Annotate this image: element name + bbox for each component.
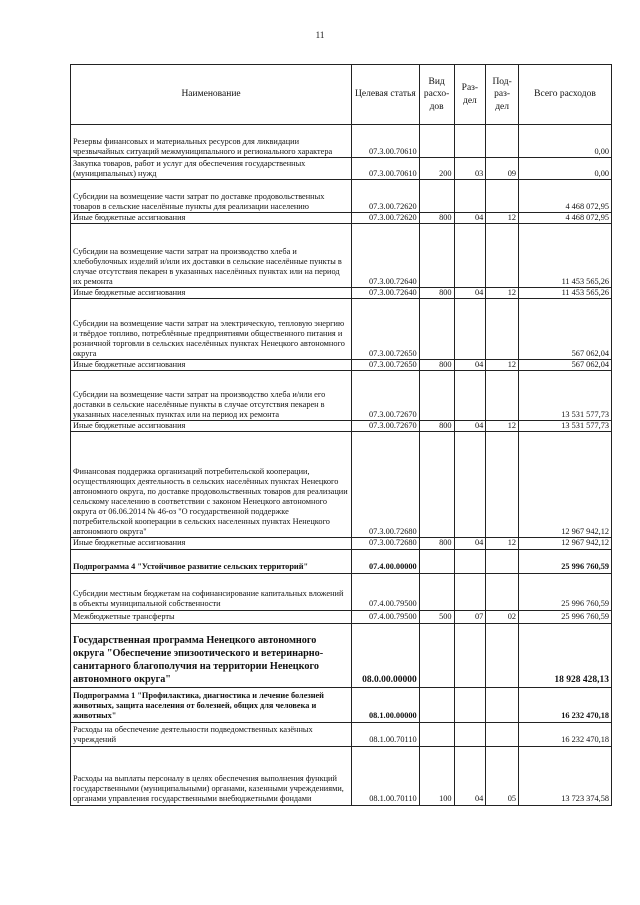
- row-name: Расходы на обеспечение деятельности подведомственных казённых учреждений: [71, 722, 352, 746]
- table-row: [71, 746, 612, 805]
- table-row: [71, 722, 612, 746]
- table-row: [71, 299, 612, 360]
- row-razdel: [454, 371, 486, 421]
- table-body: [71, 125, 612, 806]
- row-code: 07.3.00.72680: [352, 432, 420, 538]
- table-row: [71, 432, 612, 538]
- table-row: [71, 610, 612, 623]
- row-amount: 4 468 072,95: [518, 213, 611, 224]
- row-code: 07.3.00.72680: [352, 538, 420, 549]
- row-razdel: [454, 180, 486, 213]
- row-amount: 13 531 577,73: [518, 371, 611, 421]
- row-code: 07.3.00.72620: [352, 213, 420, 224]
- table-row: [71, 224, 612, 288]
- row-razdel: [454, 623, 486, 687]
- row-podrazdel: [486, 125, 519, 158]
- row-vid: [419, 722, 454, 746]
- row-amount: 25 996 760,59: [518, 573, 611, 610]
- row-code: 07.4.00.79500: [352, 610, 420, 623]
- row-vid: 800: [419, 213, 454, 224]
- row-name: Подпрограмма 4 "Устойчивое развитие сельских территорий": [71, 549, 352, 573]
- row-podrazdel: [486, 224, 519, 288]
- row-name: Финансовая поддержка организаций потребительской кооперации, осуществляющих деятельность в сельских населённых пунктах Ненецкого автономного округа, по доставке продовольственных товаров для реализации сельскому населению в соответствии с законом Ненецкого автономного округа от 06.06.2014 № 46-оз "О государственной поддержке потребительской кооперации в сельских населенных пунктах Ненецкого автономного округа": [71, 432, 352, 538]
- row-code: 07.3.00.72620: [352, 180, 420, 213]
- row-amount: 4 468 072,95: [518, 180, 611, 213]
- row-vid: [419, 125, 454, 158]
- row-name: Субсидии на возмещение части затрат на электрическую, тепловую энергию и твёрдое топливо, потреблённые предприятиями общественного питания и розничной торговли в сельских населённых пунктах Ненецкого автономного округа: [71, 299, 352, 360]
- budget-table: [70, 64, 612, 806]
- row-razdel: [454, 573, 486, 610]
- row-vid: [419, 371, 454, 421]
- row-podrazdel: [486, 299, 519, 360]
- row-vid: [419, 224, 454, 288]
- table-row: [71, 371, 612, 421]
- row-vid: 800: [419, 421, 454, 432]
- header-total: Всего расходов: [518, 65, 611, 125]
- row-vid: 800: [419, 360, 454, 371]
- row-podrazdel: 12: [486, 360, 519, 371]
- row-razdel: 04: [454, 746, 486, 805]
- row-name: Закупка товаров, работ и услуг для обеспечения государственных (муниципальных) нужд: [71, 158, 352, 180]
- row-podrazdel: 09: [486, 158, 519, 180]
- row-name: Субсидии на возмещение части затрат на производство хлеба и хлебобулочных изделий и/или их доставки в сельские населённые пункты в случае отсутствия пекарен в указанных населённых пунктах или на период их ремонта: [71, 224, 352, 288]
- row-razdel: [454, 224, 486, 288]
- row-razdel: [454, 125, 486, 158]
- row-podrazdel: [486, 549, 519, 573]
- row-vid: 500: [419, 610, 454, 623]
- row-code: 08.1.00.70110: [352, 722, 420, 746]
- table-row: [71, 421, 612, 432]
- table-row: [71, 623, 612, 687]
- row-razdel: 04: [454, 360, 486, 371]
- row-code: 07.3.00.72670: [352, 421, 420, 432]
- row-code: 07.3.00.70610: [352, 158, 420, 180]
- row-vid: [419, 573, 454, 610]
- row-razdel: 07: [454, 610, 486, 623]
- row-name: Субсидии на возмещение части затрат на производство хлеба и/или его доставки в сельские населённые пункты в случае отсутствия пекарен в указанных населенных пунктах или на период их ремонта: [71, 371, 352, 421]
- row-amount: 12 967 942,12: [518, 538, 611, 549]
- row-amount: 12 967 942,12: [518, 432, 611, 538]
- header-vid: Вид расхо-дов: [419, 65, 454, 125]
- row-vid: [419, 687, 454, 722]
- row-amount: 11 453 565,26: [518, 224, 611, 288]
- row-vid: [419, 180, 454, 213]
- row-code: 08.0.00.00000: [352, 623, 420, 687]
- row-amount: 11 453 565,26: [518, 288, 611, 299]
- row-vid: 800: [419, 538, 454, 549]
- header-name: Наименование: [71, 65, 352, 125]
- row-amount: 0,00: [518, 125, 611, 158]
- row-vid: 100: [419, 746, 454, 805]
- header-razdel: Раз-дел: [454, 65, 486, 125]
- row-podrazdel: 12: [486, 213, 519, 224]
- row-podrazdel: [486, 371, 519, 421]
- row-vid: [419, 299, 454, 360]
- table-row: [71, 687, 612, 722]
- row-razdel: 04: [454, 421, 486, 432]
- header-target: Целевая статья: [352, 65, 420, 125]
- row-vid: 800: [419, 288, 454, 299]
- page-number: 11: [315, 30, 325, 40]
- table-row: [71, 549, 612, 573]
- table-row: [71, 538, 612, 549]
- row-razdel: [454, 687, 486, 722]
- row-name: Иные бюджетные ассигнования: [71, 360, 352, 371]
- row-amount: 25 996 760,59: [518, 610, 611, 623]
- row-razdel: 03: [454, 158, 486, 180]
- row-code: 07.3.00.72640: [352, 224, 420, 288]
- row-amount: 0,00: [518, 158, 611, 180]
- row-name: Иные бюджетные ассигнования: [71, 421, 352, 432]
- row-vid: [419, 623, 454, 687]
- row-name: Субсидии на возмещение части затрат по доставке продовольственных товаров в сельские населённые пункты для реализации населению: [71, 180, 352, 213]
- row-code: 07.4.00.79500: [352, 573, 420, 610]
- row-name: Субсидии местным бюджетам на софинансирование капитальных вложений в объекты муниципальной собственности: [71, 573, 352, 610]
- row-amount: 13 531 577,73: [518, 421, 611, 432]
- row-code: 07.3.00.72650: [352, 360, 420, 371]
- row-name: Государственная программа Ненецкого автономного округа "Обеспечение эпизоотического и ветеринарно-санитарного благополучия на территории Ненецкого автономного округа": [71, 623, 352, 687]
- row-name: Межбюджетные трансферты: [71, 610, 352, 623]
- row-podrazdel: 12: [486, 421, 519, 432]
- row-code: 07.3.00.72650: [352, 299, 420, 360]
- row-code: 07.4.00.00000: [352, 549, 420, 573]
- row-vid: [419, 549, 454, 573]
- row-code: 07.3.00.70610: [352, 125, 420, 158]
- row-razdel: [454, 432, 486, 538]
- row-razdel: 04: [454, 288, 486, 299]
- row-razdel: [454, 299, 486, 360]
- row-podrazdel: 05: [486, 746, 519, 805]
- header-podrazdel: Под-раз-дел: [486, 65, 519, 125]
- row-podrazdel: 02: [486, 610, 519, 623]
- row-amount: 567 062,04: [518, 299, 611, 360]
- row-razdel: [454, 549, 486, 573]
- header-row: [71, 65, 612, 125]
- row-amount: 25 996 760,59: [518, 549, 611, 573]
- row-podrazdel: [486, 432, 519, 538]
- row-name: Подпрограмма 1 "Профилактика, диагностика и лечение болезней животных, защита населения от болезней, общих для человека и животных": [71, 687, 352, 722]
- table-row: [71, 360, 612, 371]
- table-row: [71, 125, 612, 158]
- row-name: Иные бюджетные ассигнования: [71, 288, 352, 299]
- row-razdel: 04: [454, 213, 486, 224]
- row-vid: [419, 432, 454, 538]
- table-row: [71, 158, 612, 180]
- row-name: Иные бюджетные ассигнования: [71, 538, 352, 549]
- row-name: Резервы финансовых и материальных ресурсов для ликвидации чрезвычайных ситуаций межмуниципального и регионального характера: [71, 125, 352, 158]
- table-row: [71, 288, 612, 299]
- row-vid: 200: [419, 158, 454, 180]
- row-amount: 16 232 470,18: [518, 722, 611, 746]
- row-podrazdel: [486, 623, 519, 687]
- row-podrazdel: 12: [486, 538, 519, 549]
- row-amount: 18 928 428,13: [518, 623, 611, 687]
- row-razdel: [454, 722, 486, 746]
- row-podrazdel: [486, 722, 519, 746]
- row-name: Расходы на выплаты персоналу в целях обеспечения выполнения функций государственными (муниципальными) органами, казенными учреждениями, органами управления государственными внебюджетными фондами: [71, 746, 352, 805]
- table-row: [71, 573, 612, 610]
- row-podrazdel: 12: [486, 288, 519, 299]
- row-name: Иные бюджетные ассигнования: [71, 213, 352, 224]
- table-row: [71, 213, 612, 224]
- row-code: 07.3.00.72640: [352, 288, 420, 299]
- row-podrazdel: [486, 180, 519, 213]
- row-amount: 567 062,04: [518, 360, 611, 371]
- table-row: [71, 180, 612, 213]
- row-podrazdel: [486, 573, 519, 610]
- row-amount: 13 723 374,58: [518, 746, 611, 805]
- row-podrazdel: [486, 687, 519, 722]
- row-code: 07.3.00.72670: [352, 371, 420, 421]
- row-code: 08.1.00.00000: [352, 687, 420, 722]
- row-razdel: 04: [454, 538, 486, 549]
- row-amount: 16 232 470,18: [518, 687, 611, 722]
- row-code: 08.1.00.70110: [352, 746, 420, 805]
